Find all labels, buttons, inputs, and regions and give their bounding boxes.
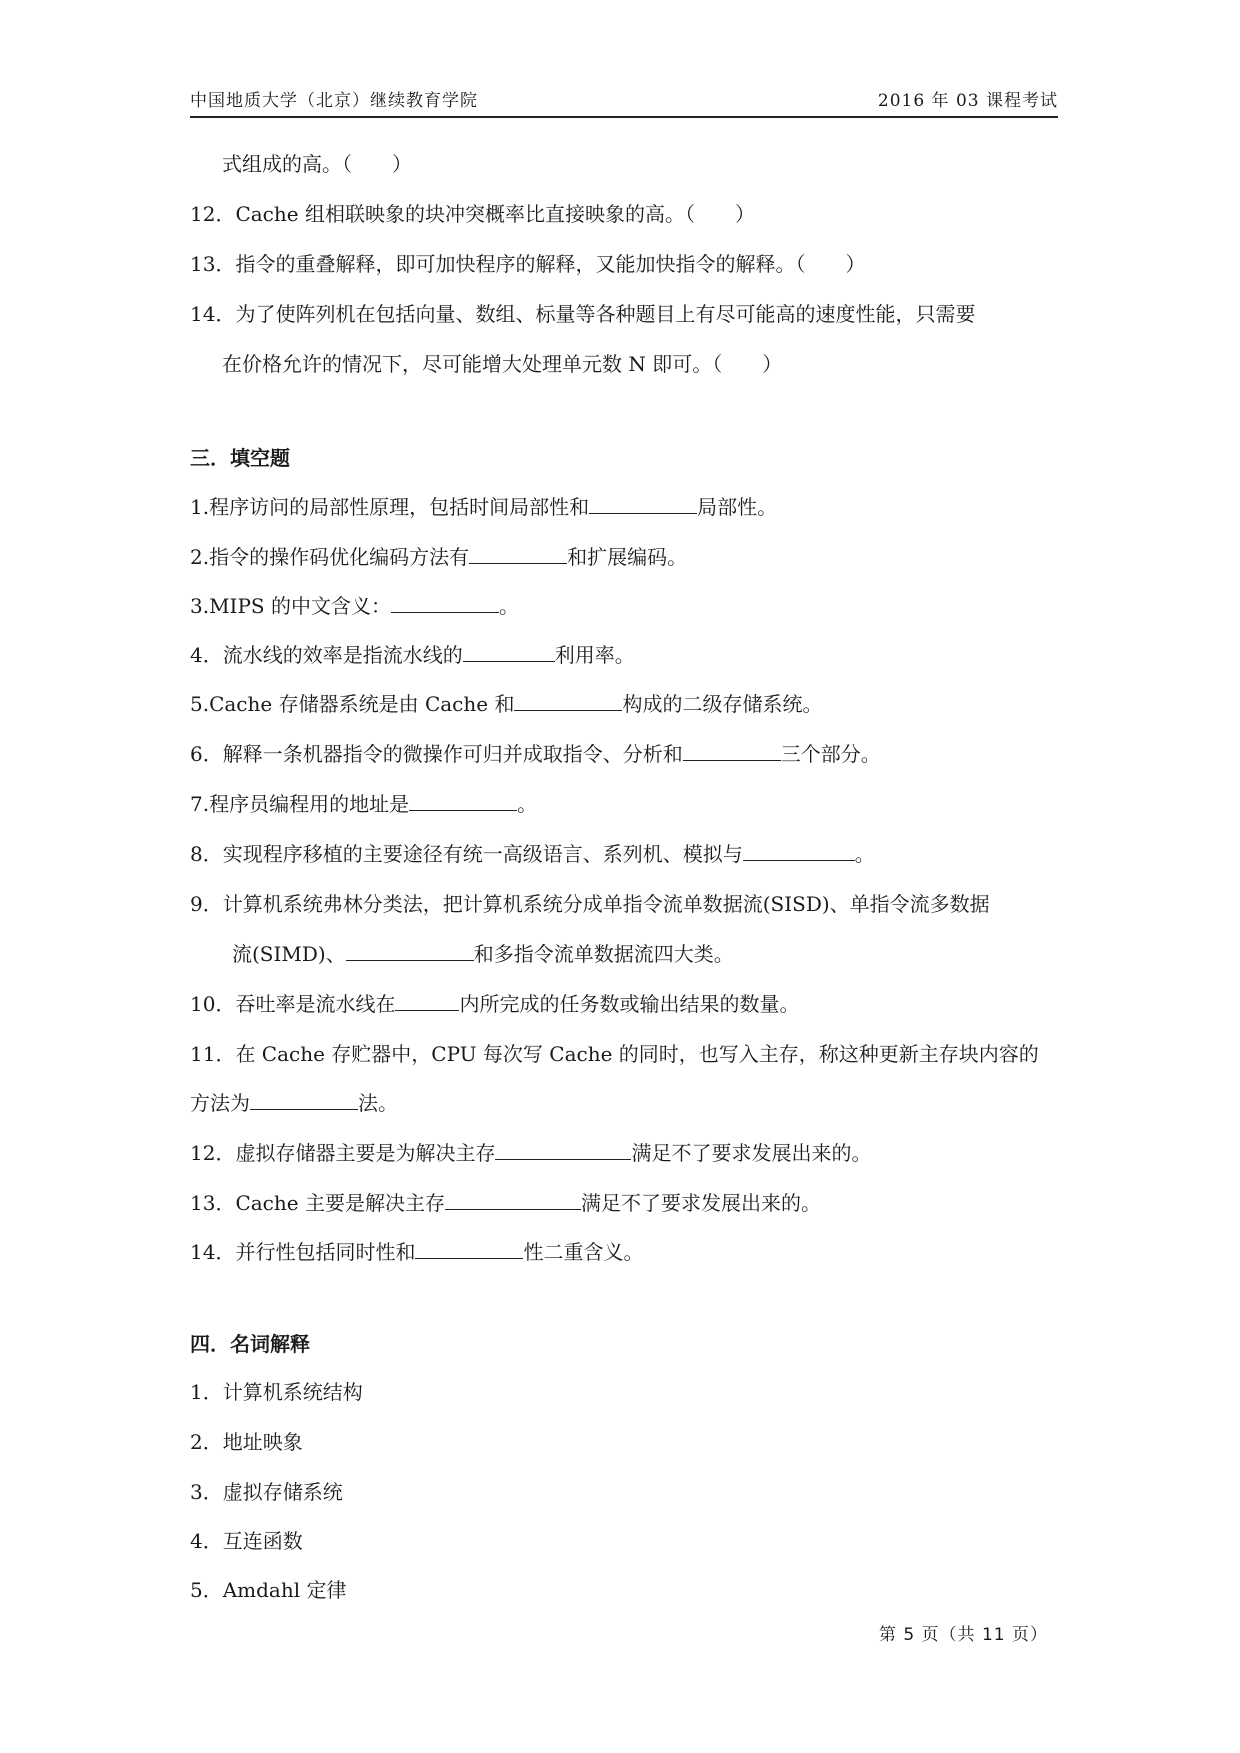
judge-q11-continuation: 式组成的高。（ ） xyxy=(222,152,412,176)
fill-q13-blank xyxy=(445,1189,581,1210)
fill-q8-blank xyxy=(743,840,855,861)
fill-q11-after: 法。 xyxy=(358,1091,398,1115)
fill-q13 xyxy=(190,1189,821,1217)
fill-q11-line2 xyxy=(190,1089,398,1117)
term-item: 2．地址映象 xyxy=(190,1430,303,1454)
fill-q3-after: 。 xyxy=(498,594,519,618)
fill-q13-after: 满足不了要求发展出来的。 xyxy=(580,1191,821,1215)
term-item: 3．虚拟存储系统 xyxy=(190,1480,343,1504)
fill-q10-blank xyxy=(395,990,459,1011)
judge-q13: 13．指令的重叠解释，即可加快程序的解释，又能加快指令的解释。（ ） xyxy=(190,252,866,276)
fill-q11-blank xyxy=(250,1089,358,1110)
fill-q6-blank xyxy=(683,740,781,761)
fill-q9-blank xyxy=(346,940,474,961)
fill-q3-blank xyxy=(391,592,499,613)
term-item: 1．计算机系统结构 xyxy=(190,1380,363,1404)
fill-q4-before: 4．流水线的效率是指流水线的 xyxy=(190,643,463,667)
fill-q10 xyxy=(190,990,799,1018)
judge-q14-line2: 在价格允许的情况下，尽可能增大处理单元数 N 即可。（ ） xyxy=(222,352,783,376)
fill-q12-after: 满足不了要求发展出来的。 xyxy=(631,1141,872,1165)
term-item: 4．互连函数 xyxy=(190,1529,303,1553)
judge-q12: 12．Cache 组相联映象的块冲突概率比直接映象的高。（ ） xyxy=(190,202,755,226)
fill-q9-before: 流(SIMD)、 xyxy=(232,942,346,966)
fill-q6-before: 6．解释一条机器指令的微操作可归并成取指令、分析和 xyxy=(190,742,683,766)
fill-q12-blank xyxy=(495,1139,631,1160)
fill-q9-after: 和多指令流单数据流四大类。 xyxy=(473,942,734,966)
fill-q14-blank xyxy=(415,1238,523,1259)
fill-q3-before: 3.MIPS 的中文含义： xyxy=(190,594,391,618)
fill-q2-blank xyxy=(469,543,567,564)
fill-q7-after: 。 xyxy=(517,792,538,816)
fill-q11-before: 方法为 xyxy=(190,1091,250,1115)
fill-q6-after: 三个部分。 xyxy=(780,742,881,766)
fill-q8-after: 。 xyxy=(854,842,875,866)
term-item: 5．Amdahl 定律 xyxy=(190,1578,347,1602)
fill-q1-before: 1.程序访问的局部性原理，包括时间局部性和 xyxy=(190,495,590,519)
fill-q2-before: 2.指令的操作码优化编码方法有 xyxy=(190,545,470,569)
fill-q12 xyxy=(190,1139,871,1167)
judge-q14-line1: 14．为了使阵列机在包括向量、数组、标量等各种题目上有尽可能高的速度性能，只需要 xyxy=(190,302,976,326)
fill-q1-blank xyxy=(589,493,697,514)
page-number: 第 5 页（共 11 页） xyxy=(878,1625,1048,1645)
fill-q7-blank xyxy=(409,790,517,811)
header-exam-title: 2016 年 03 课程考试 xyxy=(877,91,1058,111)
fill-q7-before: 7.程序员编程用的地址是 xyxy=(190,792,410,816)
fill-q10-after: 内所完成的任务数或输出结果的数量。 xyxy=(459,992,800,1016)
fill-q12-before: 12．虚拟存储器主要是为解决主存 xyxy=(190,1141,496,1165)
fill-q1-after: 局部性。 xyxy=(697,495,778,519)
fill-q2 xyxy=(190,543,687,571)
fill-q10-before: 10．吞吐率是流水线在 xyxy=(190,992,396,1016)
terms-section-title: 四．名词解释 xyxy=(190,1332,310,1356)
fill-q4-blank xyxy=(463,641,555,662)
header-institution: 中国地质大学（北京）继续教育学院 xyxy=(190,91,478,111)
fill-q5-blank xyxy=(514,690,622,711)
page-header xyxy=(190,86,1058,118)
fill-q6 xyxy=(190,740,881,768)
fill-q8-before: 8．实现程序移植的主要途径有统一高级语言、系列机、模拟与 xyxy=(190,842,743,866)
fill-q4 xyxy=(190,641,635,669)
fill-q9-line1: 9．计算机系统弗林分类法，把计算机系统分成单指令流单数据流(SISD)、单指令流多数据 xyxy=(190,892,990,916)
fill-q4-after: 利用率。 xyxy=(554,643,635,667)
fill-q5 xyxy=(190,690,822,718)
fill-q1 xyxy=(190,493,777,521)
fill-q7 xyxy=(190,790,537,818)
fill-q3 xyxy=(190,592,519,620)
fill-section-title: 三．填空题 xyxy=(190,446,290,470)
fill-q14-before: 14．并行性包括同时性和 xyxy=(190,1240,416,1264)
fill-q5-after: 构成的二级存储系统。 xyxy=(622,692,823,716)
fill-q5-before: 5.Cache 存储器系统是由 Cache 和 xyxy=(190,692,515,716)
fill-q13-before: 13．Cache 主要是解决主存 xyxy=(190,1191,445,1215)
fill-q14 xyxy=(190,1238,643,1266)
fill-q9-line2 xyxy=(232,940,734,968)
fill-q8 xyxy=(190,840,875,868)
fill-q2-after: 和扩展编码。 xyxy=(567,545,688,569)
fill-q11-line1: 11．在 Cache 存贮器中，CPU 每次写 Cache 的同时，也写入主存，称这种更新主存块内容的 xyxy=(190,1042,1039,1066)
fill-q14-after: 性二重含义。 xyxy=(523,1240,644,1264)
